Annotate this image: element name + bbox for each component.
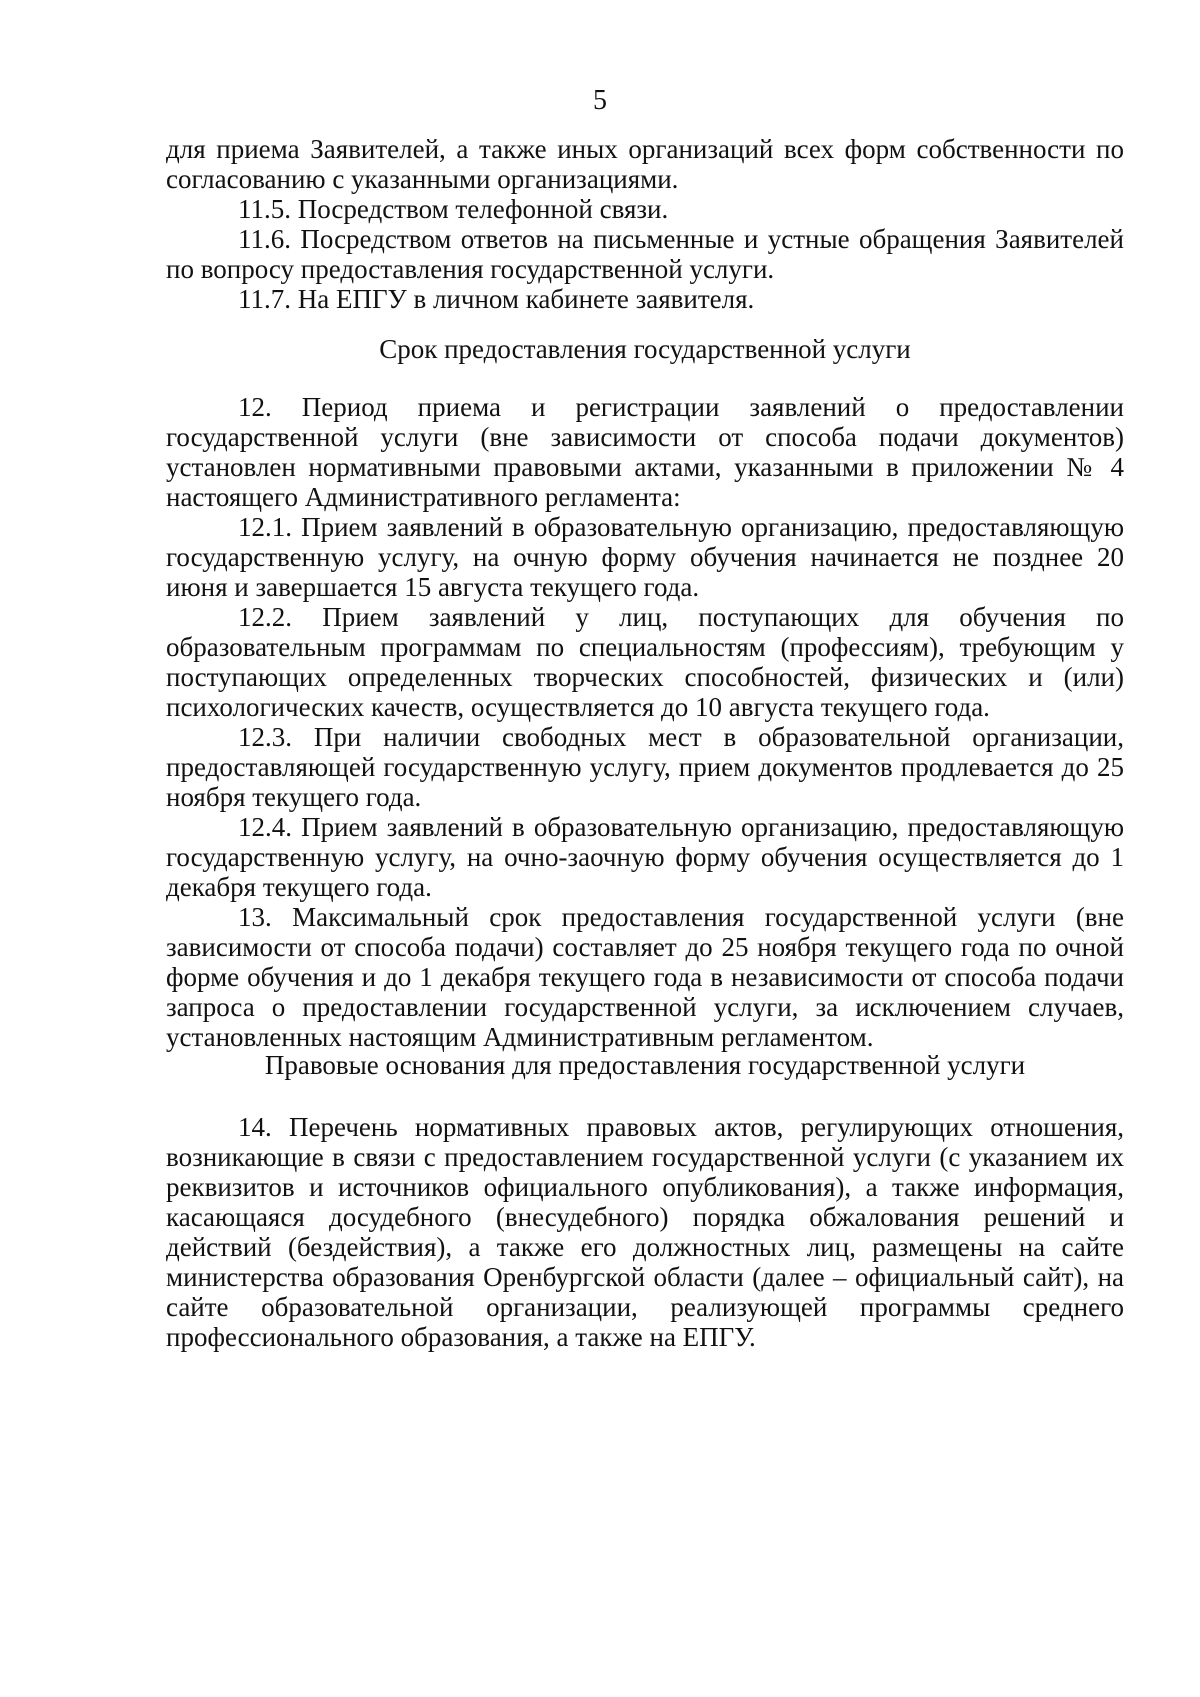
paragraph-12-4: 12.4. Прием заявлений в образовательную организацию, предоставляющую государственную услугу, на очно-заочную форму обучения осуществляется до 1 декабря текущего года. <box>166 812 1124 902</box>
section-legal-basis-body <box>166 1112 1124 1352</box>
paragraph-11-7: 11.7. На ЕПГУ в личном кабинете заявителя. <box>238 284 755 314</box>
section-heading-legal-basis: Правовые основания для предоставления государственной услуги <box>264 1050 1026 1080</box>
paragraph-12: 12. Период приема и регистрации заявлений о предоставлении государственной услуги (вне зависимости от способа подачи документов) установлен нормативными правовыми актами, указанными в приложении № 4 настоящего Административного регламента: <box>166 392 1124 512</box>
section-term-body <box>166 392 1124 1052</box>
top-paragraphs <box>166 134 1124 314</box>
section-heading-term: Срок предоставления государственной услуги <box>379 334 911 364</box>
paragraph-14: 14. Перечень нормативных правовых актов, регулирующих отношения, возникающие в связи с предоставлением государственной услуги (с указанием их реквизитов и источников официального опубликования), а также информация, касающаяся досудебного (внесудебного) порядка обжалования решений и действий (бездействия), а также его должностных лиц, размещены на сайте министерства образования Оренбургской области (далее – официальный сайт), на сайте образовательной организации, реализующей программы среднего профессионального образования, а также на ЕПГУ. <box>166 1112 1124 1352</box>
paragraph-continuation: для приема Заявителей, а также иных организаций всех форм собственности по согласованию с указанными организациями. <box>166 134 1124 194</box>
paragraph-11-5: 11.5. Посредством телефонной связи. <box>238 194 669 224</box>
paragraph-12-1: 12.1. Прием заявлений в образовательную организацию, предоставляющую государственную услугу, на очную форму обучения начинается не позднее 20 июня и завершается 15 августа текущего года. <box>166 512 1124 602</box>
paragraph-12-2: 12.2. Прием заявлений у лиц, поступающих для обучения по образовательным программам по специальностям (профессиям), требующим у поступающих определенных творческих способностей, физических и (или) психологических качеств, осуществляется до 10 августа текущего года. <box>166 602 1124 722</box>
page-number: 5 <box>593 85 607 116</box>
paragraph-11-6: 11.6. Посредством ответов на письменные и устные обращения Заявителей по вопросу предоставления государственной услуги. <box>166 224 1124 284</box>
paragraph-12-3: 12.3. При наличии свободных мест в образовательной организации, предоставляющей государственную услугу, прием документов продлевается до 25 ноября текущего года. <box>166 722 1124 812</box>
paragraph-13: 13. Максимальный срок предоставления государственной услуги (вне зависимости от способа подачи) составляет до 25 ноября текущего года по очной форме обучения и до 1 декабря текущего года в независимости от способа подачи запроса о предоставлении государственной услуги, за исключением случаев, установленных настоящим Административным регламентом. <box>166 902 1124 1052</box>
